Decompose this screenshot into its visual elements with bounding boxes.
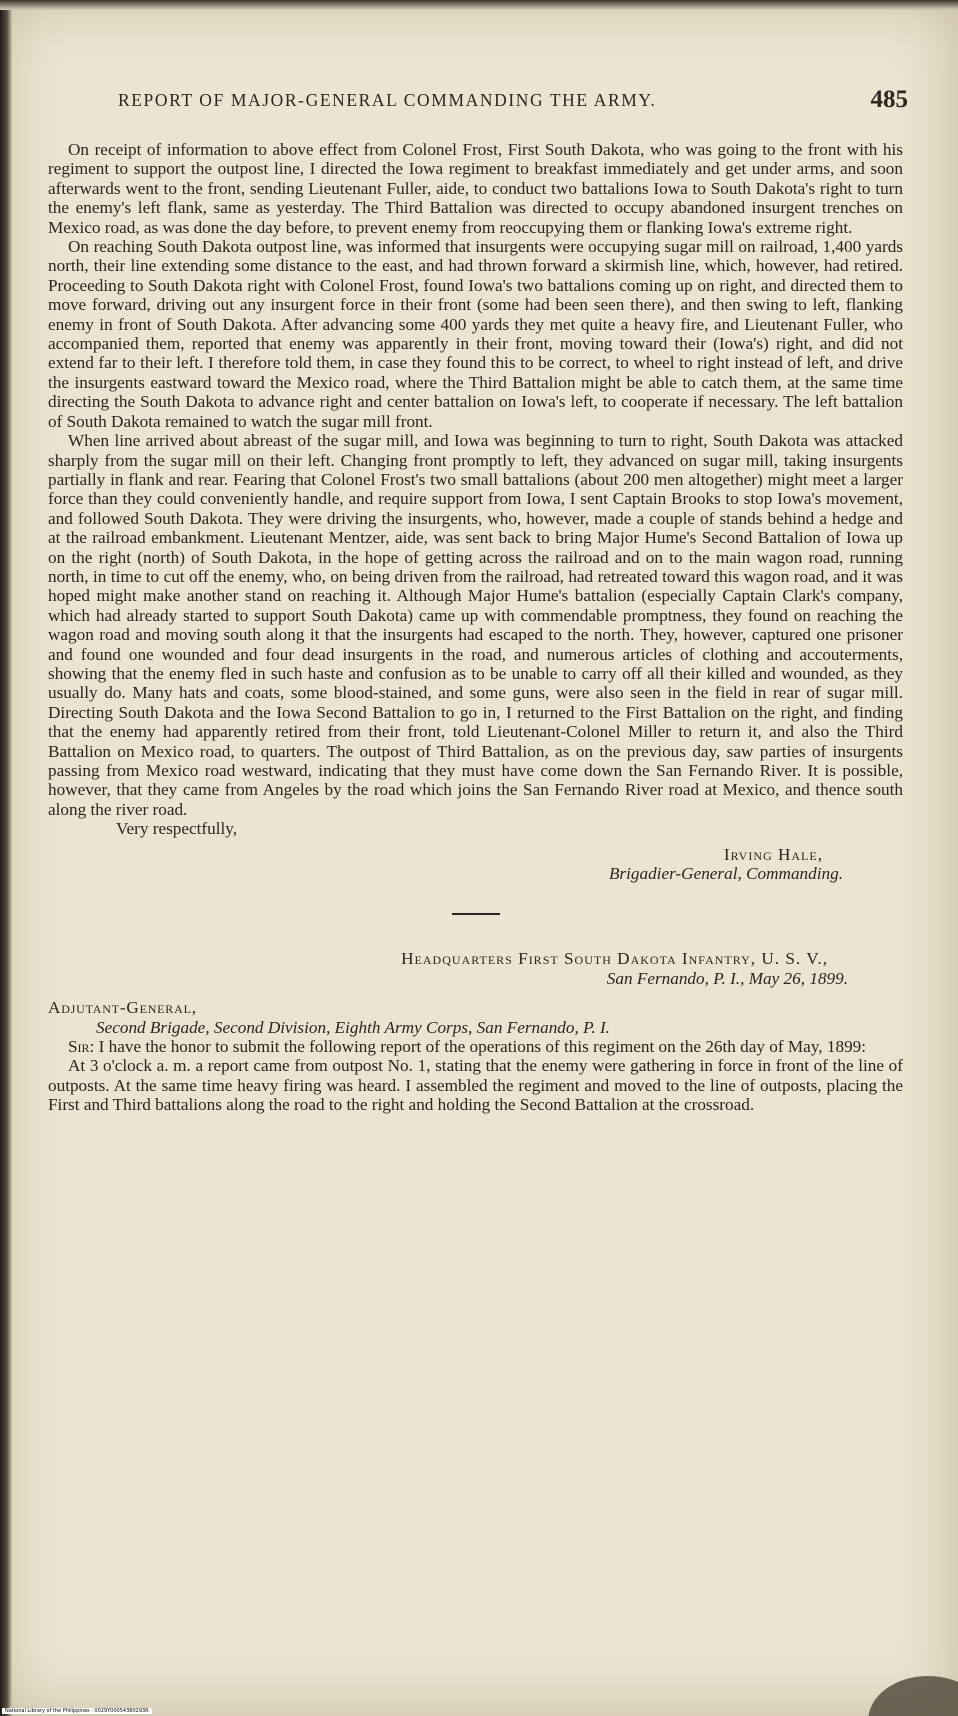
paragraph: On reaching South Dakota outpost line, was informed that insurgents were occupying sugar mill on railroad, 1,400 yards north, their line extending some distance to the east, and had thrown forward a skirmish line, which, however, had retired. Proceeding to South Dakota right with Colonel Frost, found Iowa's two battalions coming up on right, and directed them to move forward, driving out any insurgent force in their front (some had been seen there), and then swing to left, flanking enemy in front of South Dakota. After advancing some 400 yards they met quite a heavy fire, and Lieutenant Fuller, who accompanied them, reported that enemy was apparently in their front, moving toward their (Iowa's) right, and did not extend far to their left. I therefore told them, in case they found this to be correct, to wheel to right instead of left, and drive the insurgents eastward toward the Mexico road, where the Third Battalion might be able to catch them, at the same time directing the South Dakota to advance right and center battalion on Iowa's left, to cooperate if necessary. The left battalion of South Dakota remained to watch the sugar mill front. [48, 237, 903, 431]
salutation: Sir: [68, 1037, 95, 1057]
paragraph [48, 1037, 903, 1056]
library-stamp: National Library of the Philippines · 0029Y00054380293R [2, 1708, 152, 1714]
report-body [48, 140, 903, 1115]
paragraph: When line arrived about abreast of the sugar mill, and Iowa was beginning to turn to right, South Dakota was attacked sharply from the sugar mill on their left. Changing front promptly to left, they advanced on sugar mill, taking insurgents partially in flank and rear. Fearing that Colonel Frost's two small battalions (about 200 men altogether) might meet a larger force than they could conveniently handle, and require support from Iowa, I sent Captain Brooks to stop Iowa's movement, and followed South Dakota. They were driving the insurgents, who, however, made a couple of stands behind a hedge and at the railroad embankment. Lieutenant Mentzer, aide, was sent back to bring Major Hume's Second Battalion of Iowa up on the right (north) of South Dakota, in the hope of getting across the railroad and on to the main wagon road, running north, in time to cut off the enemy, who, on being driven from the railroad, had retreated toward this wagon road, and it was hoped might make another stand on reaching it. Although Major Hume's battalion (especially Captain Clark's company, which had already started to support South Dakota) came up with commendable promptness, they found on reaching the wagon road and moving south along it that the insurgents had escaped to the north. They, however, captured one prisoner and found one wounded and four dead insurgents in the road, and numerous articles of clothing and accouterments, showing that the enemy fled in such haste and confusion as to be unable to carry off all their killed and wounded, as they usually do. Many hats and coats, some blood-stained, and some guns, were also seen in the field in rear of sugar mill. Directing South Dakota and the Iowa Second Battalion to go in, I returned to the First Battalion on the right, and finding that the enemy had apparently retired from their front, told Lieutenant-Colonel Miller to return it, and also the Third Battalion on Mexico road, to quarters. The outpost of Third Battalion, as on the previous day, saw parties of insurgents passing from Mexico road westward, indicating that they must have come down the San Fernando River. It is possible, however, that they came from Angeles by the road which joins the San Fernando River road at Mexico, and thence south along the river road. [48, 431, 903, 819]
scan-top-edge [0, 0, 958, 10]
addressee-detail: Second Brigade, Second Division, Eighth Army Corps, San Fernando, P. I. [96, 1017, 610, 1037]
paragraph-text: I have the honor to submit the following report of the operations of this regiment on the 26th day of May, 1899: [98, 1037, 867, 1057]
letter-heading [48, 949, 903, 988]
header-title: REPORT OF MAJOR-GENERAL COMMANDING THE ARMY. [118, 90, 657, 110]
signature-block [48, 845, 903, 884]
paragraph: On receipt of information to above effect from Colonel Frost, First South Dakota, who was going to the front with his regiment to support the outpost line, I directed the Iowa regiment to breakfast immediately and get under arms, and soon afterwards went to the front, sending Lieutenant Fuller, aide, to conduct two battalions Iowa to South Dakota's right to turn the enemy's left flank, same as yesterday. The Third Battalion was directed to occupy abandoned insurgent trenches on Mexico road, as was done the day before, to prevent enemy from reoccupying them or flanking Iowa's extreme right. [48, 140, 903, 237]
page-corner-shadow [868, 1676, 958, 1716]
scan-binding-edge [0, 0, 12, 1716]
signature-name: Irving Hale, [723, 844, 823, 864]
section-divider [452, 913, 500, 915]
page-number: 485 [870, 86, 908, 113]
signature-title: Brigadier-General, Commanding. [608, 864, 843, 884]
letter-heading-title: Headquarters First South Dakota Infantry, U. S. V., [401, 949, 828, 969]
letter-place-date: San Fernando, P. I., May 26, 1899. [606, 968, 848, 988]
addressee: Adjutant-General, [48, 998, 197, 1018]
closing: Very respectfully, [116, 819, 238, 839]
paragraph: At 3 o'clock a. m. a report came from outpost No. 1, stating that the enemy were gathering in force in front of the line of outposts. At the same time heavy firing was heard. I assembled the regiment and moved to the line of outposts, placing the First and Third battalions along the road to the right and holding the Second Battalion at the crossroad. [48, 1056, 903, 1115]
running-header [118, 86, 908, 113]
